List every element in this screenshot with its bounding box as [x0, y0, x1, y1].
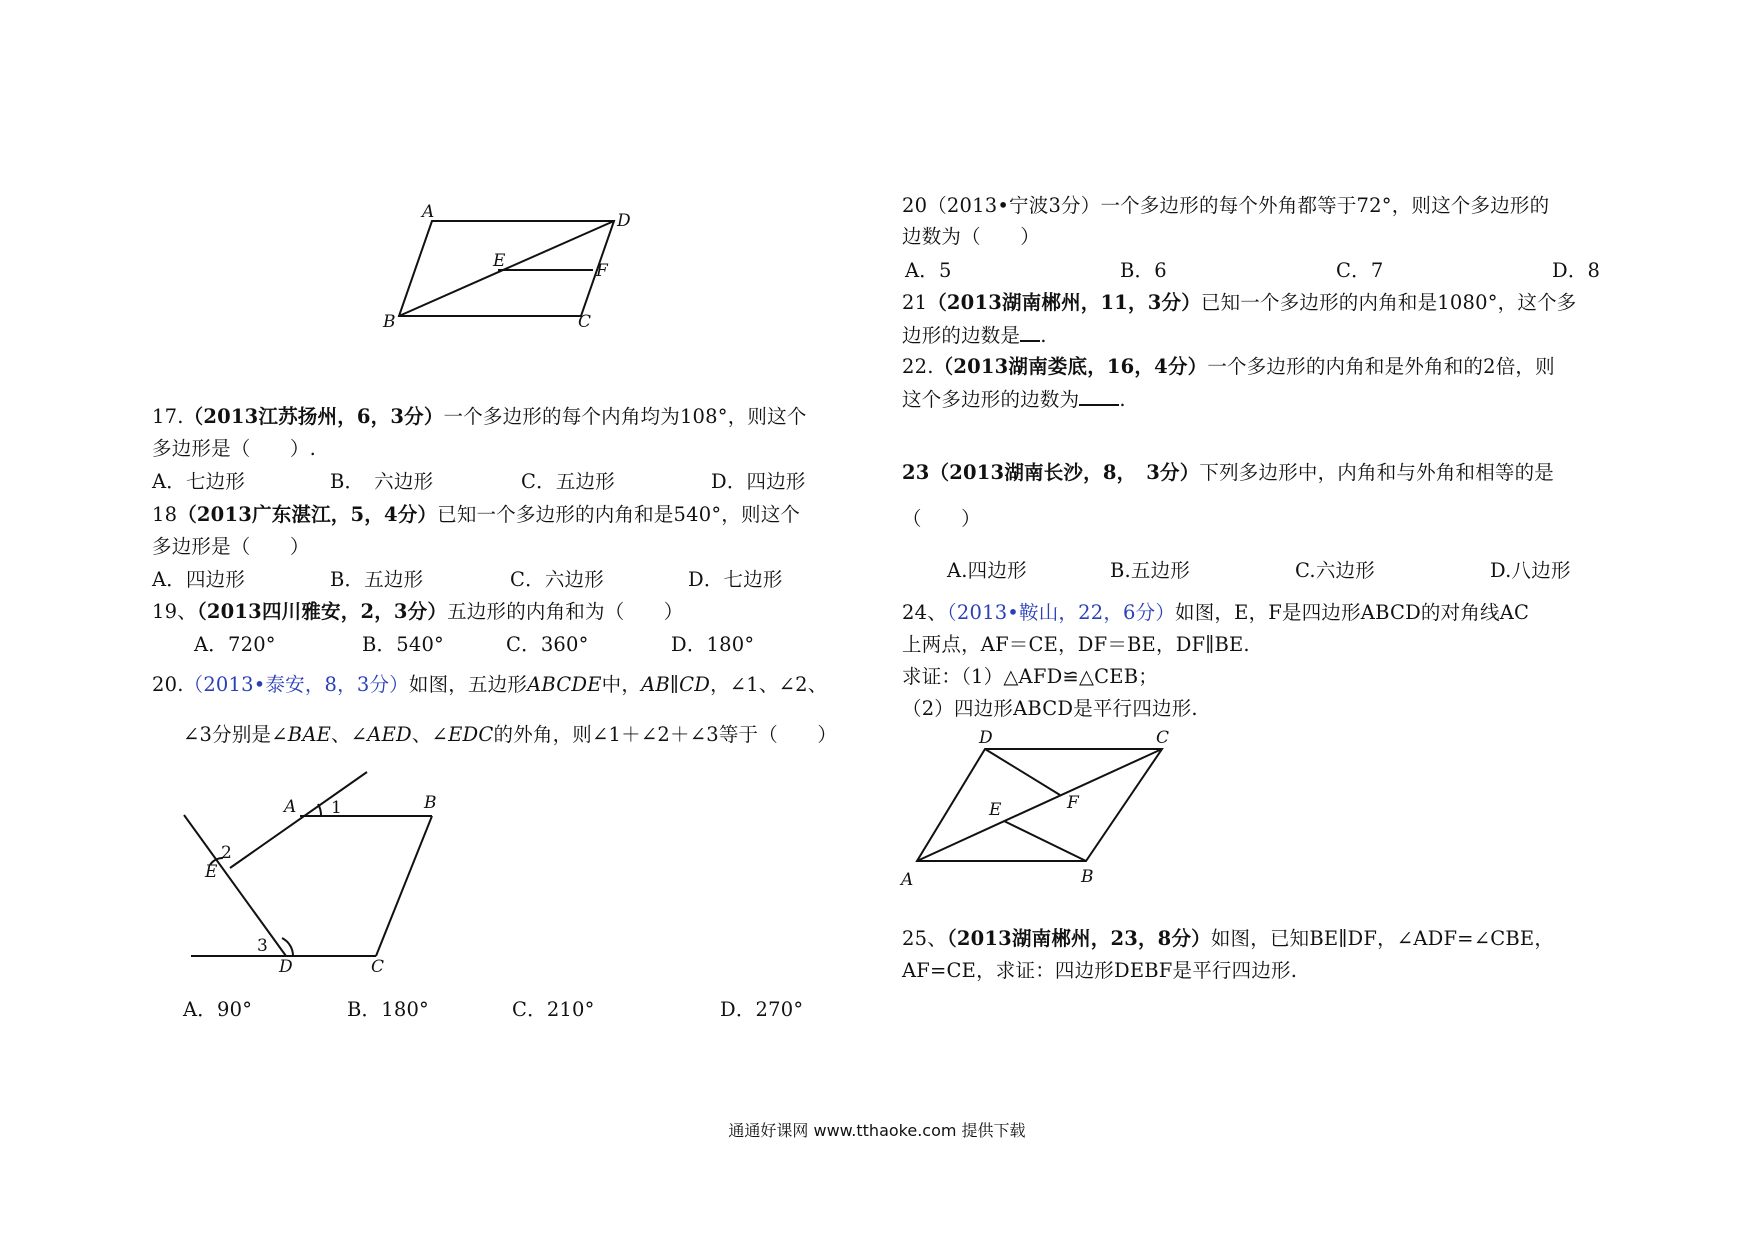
q18-number: 18 — [152, 503, 178, 526]
q20a-sep1: 、∠ — [331, 723, 368, 746]
q22-line1 — [902, 354, 1555, 380]
q19-option-d: D．180° — [671, 633, 755, 656]
q24-text: 如图，E，F是四边形ABCD的对角线AC — [1175, 601, 1530, 624]
label-B: B — [383, 312, 396, 332]
q20a-option-c: C．210° — [512, 998, 595, 1021]
q23-option-a: A.四边形 — [947, 559, 1027, 582]
q19-option-b: B．540° — [362, 633, 444, 656]
q21-answer-blank[interactable] — [1020, 322, 1040, 342]
label-E: E — [205, 862, 218, 882]
q20a-text: 如图，五边形 — [408, 673, 528, 696]
label-D: D — [279, 957, 293, 977]
q22-text-cont: 这个多边形的边数为 — [902, 388, 1080, 411]
label-D: D — [617, 211, 631, 231]
q19-line1 — [152, 599, 684, 625]
q25-line2: AF=CE，求证：四边形DEBF是平行四边形. — [902, 959, 1298, 982]
q21-source: （2013湖南郴州，11，3分） — [927, 291, 1201, 314]
label-F: F — [1067, 793, 1079, 813]
label-A: A — [422, 202, 435, 222]
label-D: D — [979, 728, 993, 748]
q19-number: 19、 — [152, 600, 197, 623]
q23-option-d: D.八边形 — [1490, 559, 1571, 582]
q19-text: 五边形的内角和为（ ） — [447, 600, 684, 623]
q20b-line1: 20（2013•宁波3分）一个多边形的每个外角都等于72°，则这个多边形的 — [902, 194, 1550, 217]
q20a-option-b: B．180° — [347, 998, 429, 1021]
q20a-angle-edc: EDC — [448, 723, 494, 746]
q20a-segment-cd: CD — [679, 673, 711, 696]
q17-line2 — [152, 436, 316, 462]
q17-option-b: B． 六边形 — [330, 470, 434, 493]
q23-option-c: C.六边形 — [1295, 559, 1375, 582]
q20a-option-d: D．270° — [720, 998, 804, 1021]
q22-line2 — [902, 386, 1126, 413]
label-A: A — [901, 870, 914, 890]
q17-option-c: C．五边形 — [521, 470, 615, 493]
q24-line4: （2）四边形ABCD是平行四边形. — [902, 697, 1198, 720]
q20b-option-c: C．7 — [1336, 259, 1384, 282]
q25-source: （2013湖南郴州，23，8分） — [946, 927, 1211, 950]
q20a-source: （2013•泰安，8，3分） — [183, 673, 409, 696]
q24-line1 — [902, 600, 1529, 626]
q20a-pentagon-name: ABCDE — [527, 673, 602, 696]
q20b-option-a: A．5 — [905, 259, 952, 282]
parallelogram-figure — [370, 200, 640, 335]
q20a-sep2: 、∠ — [411, 723, 449, 746]
q19-option-c: C．360° — [506, 633, 589, 656]
q21-line1 — [902, 290, 1576, 316]
q20b-option-b: B．6 — [1120, 259, 1167, 282]
q20a-text-mid: 中， — [601, 673, 642, 696]
q21-text: 已知一个多边形的内角和是1080°，这个多 — [1200, 291, 1577, 314]
label-E: E — [989, 800, 1002, 820]
q18-option-b: B．五边形 — [330, 568, 424, 591]
q20a-angle-aed: AED — [367, 723, 412, 746]
angle-1-label: 1 — [331, 798, 342, 818]
label-F: F — [596, 261, 608, 281]
q21-line2 — [902, 322, 1047, 349]
q17-line1 — [152, 404, 807, 430]
q24-source: （2013•鞍山，22，6分） — [946, 601, 1176, 624]
label-C: C — [578, 312, 592, 332]
q17-option-a: A．七边形 — [152, 470, 246, 493]
q24-line2: 上两点，AF＝CE，DF＝BE，DF∥BE. — [902, 633, 1250, 656]
q18-option-c: C．六边形 — [510, 568, 604, 591]
q20a-segment-ab: AB — [641, 673, 670, 696]
quadrilateral-figure — [895, 725, 1185, 900]
q22-source: （2013湖南娄底，16，4分） — [933, 355, 1208, 378]
q18-text: 已知一个多边形的内角和是540°，则这个 — [437, 503, 801, 526]
q17-option-d: D．四边形 — [711, 470, 806, 493]
q18-text-cont: 多边形是（ ） — [152, 535, 310, 558]
q20a-line2 — [183, 722, 837, 748]
label-A: A — [284, 797, 297, 817]
q24-line3: 求证：（1）△AFD≌△CEB； — [902, 665, 1158, 688]
angle-3-label: 3 — [257, 936, 268, 956]
q25-line1 — [902, 926, 1554, 952]
q17-source: （2013江苏扬州，6，3分） — [183, 405, 444, 428]
angle-2-label: 2 — [221, 843, 232, 863]
q19-source: （2013四川雅安，2，3分） — [196, 600, 448, 623]
q20b-option-d: D．8 — [1552, 259, 1601, 282]
q18-option-a: A．四边形 — [152, 568, 246, 591]
q23-option-b: B.五边形 — [1110, 559, 1191, 582]
q20b-line2: 边数为（ ） — [902, 225, 1040, 248]
q21-period: . — [1040, 324, 1047, 347]
q23-source: （2013湖南长沙，8， 3分） — [929, 461, 1200, 484]
label-B: B — [1081, 867, 1094, 887]
q23-line1 — [902, 460, 1554, 486]
q25-number: 25、 — [902, 927, 947, 950]
q19-option-a: A．720° — [194, 633, 276, 656]
q25-text: 如图，已知BE∥DF，∠ADF=∠CBE， — [1210, 927, 1555, 950]
q23-line2: （ ） — [902, 507, 981, 530]
pentagon-figure — [175, 765, 445, 980]
label-B: B — [424, 793, 437, 813]
label-C: C — [371, 957, 385, 977]
q21-number: 21 — [902, 291, 928, 314]
q22-answer-blank[interactable] — [1079, 386, 1119, 406]
q20a-text-end: ，∠1、∠2、 — [710, 673, 828, 696]
q20a-text2: ∠3分别是∠ — [183, 723, 288, 746]
q17-text-cont: 多边形是（ ）. — [152, 437, 316, 460]
q20a-line1 — [152, 672, 827, 698]
label-C: C — [1156, 728, 1170, 748]
q20a-angle-bae: BAE — [287, 723, 332, 746]
q18-option-d: D．七边形 — [688, 568, 783, 591]
q20a-text2-end: 的外角，则∠1＋∠2＋∠3等于（ ） — [493, 723, 838, 746]
q22-period: . — [1119, 388, 1126, 411]
q18-line1 — [152, 502, 800, 528]
q20a-parallel-sign: ∥ — [669, 673, 680, 696]
page-footer: 通通好课网 www.tthaoke.com 提供下载 — [728, 1121, 1026, 1140]
q20a-option-a: A．90° — [183, 998, 253, 1021]
q23-text: 下列多边形中，内角和与外角和相等的是 — [1199, 461, 1555, 484]
q18-line2 — [152, 534, 310, 560]
q21-text-cont: 边形的边数是 — [902, 324, 1021, 347]
q20a-number: 20. — [152, 673, 184, 696]
label-E: E — [493, 251, 506, 271]
q22-number: 22. — [902, 355, 934, 378]
q17-text: 一个多边形的每个内角均为108°，则这个 — [443, 405, 807, 428]
q23-number: 23 — [902, 461, 930, 484]
q24-number: 24、 — [902, 601, 947, 624]
q18-source: （2013广东湛江，5，4分） — [177, 503, 438, 526]
q22-text: 一个多边形的内角和是外角和的2倍，则 — [1207, 355, 1555, 378]
q17-number: 17. — [152, 405, 184, 428]
